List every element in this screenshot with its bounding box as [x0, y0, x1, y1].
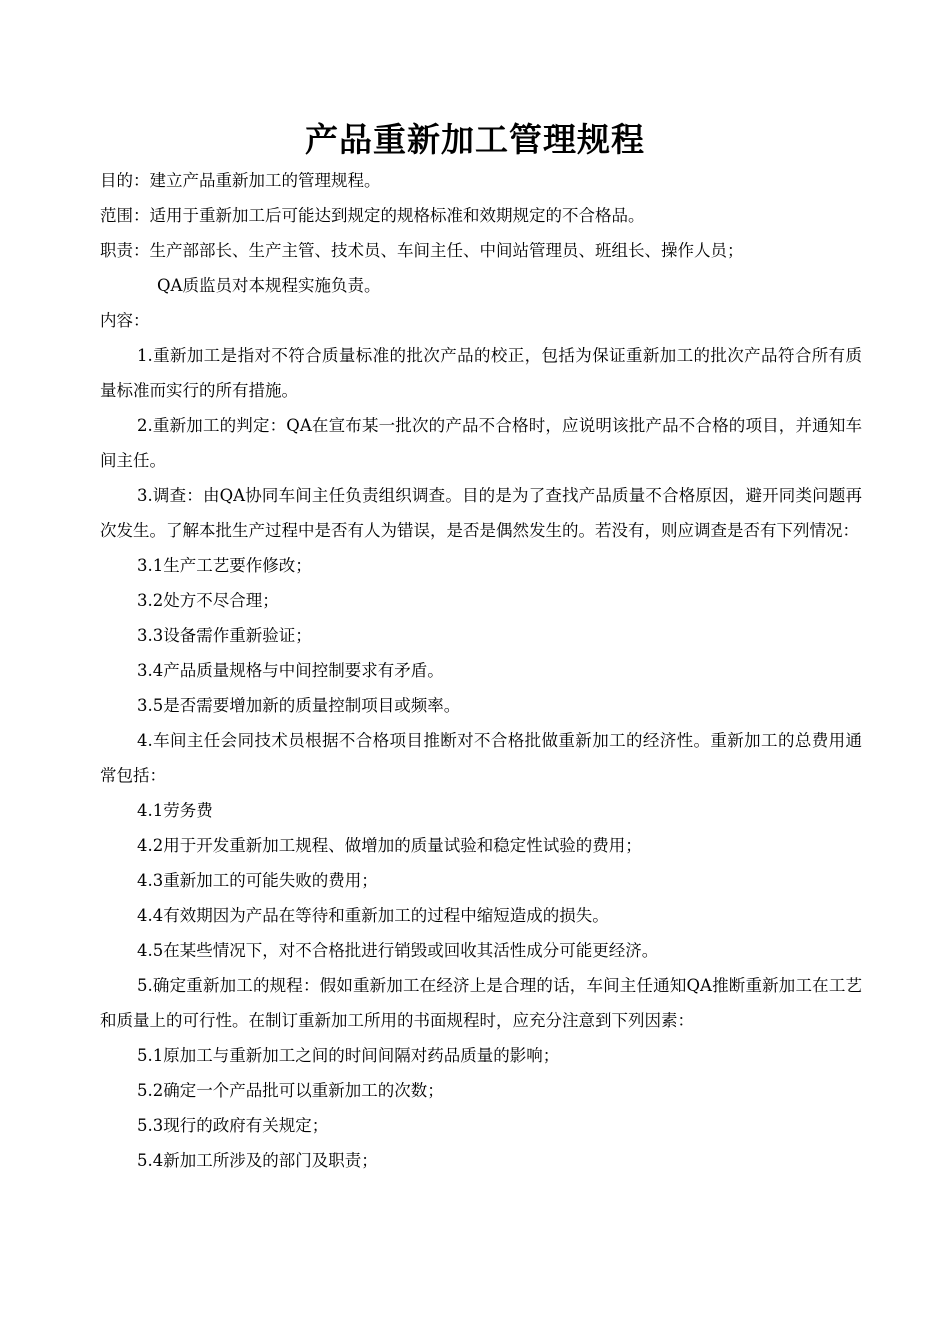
list-item: 3.2处方不尽合理； — [137, 591, 279, 610]
list-item: 5.4新加工所涉及的部门及职责； — [137, 1151, 378, 1170]
duty-line-continued: QA质监员对本规程实施负责。 — [157, 276, 381, 295]
document-title: 产品重新加工管理规程 — [305, 120, 645, 159]
content-label: 内容： — [100, 311, 150, 330]
paragraph-3: 3.调查：由QA协同车间主任负责组织调查。目的是为了查找产品质量不合格原因，避开同类问题再次发生。了解本批生产过程中是否有人为错误，是否是偶然发生的。若没有，则应调查是否有下列情况： — [100, 486, 862, 540]
paragraph-2: 2.重新加工的判定：QA在宣布某一批次的产品不合格时，应说明该批产品不合格的项目，并通知车间主任。 — [100, 416, 862, 470]
paragraph-4: 4.车间主任会同技术员根据不合格项目推断对不合格批做重新加工的经济性。重新加工的总费用通常包括： — [100, 731, 862, 785]
list-item: 5.1原加工与重新加工之间的时间间隔对药品质量的影响； — [137, 1046, 560, 1065]
list-item: 3.3设备需作重新验证； — [137, 626, 312, 645]
paragraph-1: 1.重新加工是指对不符合质量标准的批次产品的校正，包括为保证重新加工的批次产品符合所有质量标准而实行的所有措施。 — [100, 346, 862, 400]
paragraph-5: 5.确定重新加工的规程：假如重新加工在经济上是合理的话，车间主任通知QA推断重新加工在工艺和质量上的可行性。在制订重新加工所用的书面规程时，应充分注意到下列因素： — [100, 976, 862, 1030]
purpose-line: 目的：建立产品重新加工的管理规程。 — [100, 171, 381, 190]
list-item: 4.3重新加工的可能失败的费用； — [137, 871, 378, 890]
document-body — [100, 163, 862, 1178]
list-item: 5.3现行的政府有关规定； — [137, 1116, 329, 1135]
scope-line: 范围：适用于重新加工后可能达到规定的规格标准和效期规定的不合格品。 — [100, 206, 645, 225]
list-item: 4.2用于开发重新加工规程、做增加的质量试验和稳定性试验的费用； — [137, 836, 642, 855]
list-item: 5.2确定一个产品批可以重新加工的次数； — [137, 1081, 444, 1100]
list-item: 4.4有效期因为产品在等待和重新加工的过程中缩短造成的损失。 — [137, 906, 609, 925]
list-item: 3.1生产工艺要作修改； — [137, 556, 312, 575]
list-item: 4.5在某些情况下，对不合格批进行销毁或回收其活性成分可能更经济。 — [137, 941, 659, 960]
list-item: 3.4产品质量规格与中间控制要求有矛盾。 — [137, 661, 444, 680]
list-item: 3.5是否需要增加新的质量控制项目或频率。 — [137, 696, 461, 715]
list-item: 4.1劳务费 — [137, 801, 213, 820]
duty-line: 职责：生产部部长、生产主管、技术员、车间主任、中间站管理员、班组长、操作人员； — [100, 241, 744, 260]
